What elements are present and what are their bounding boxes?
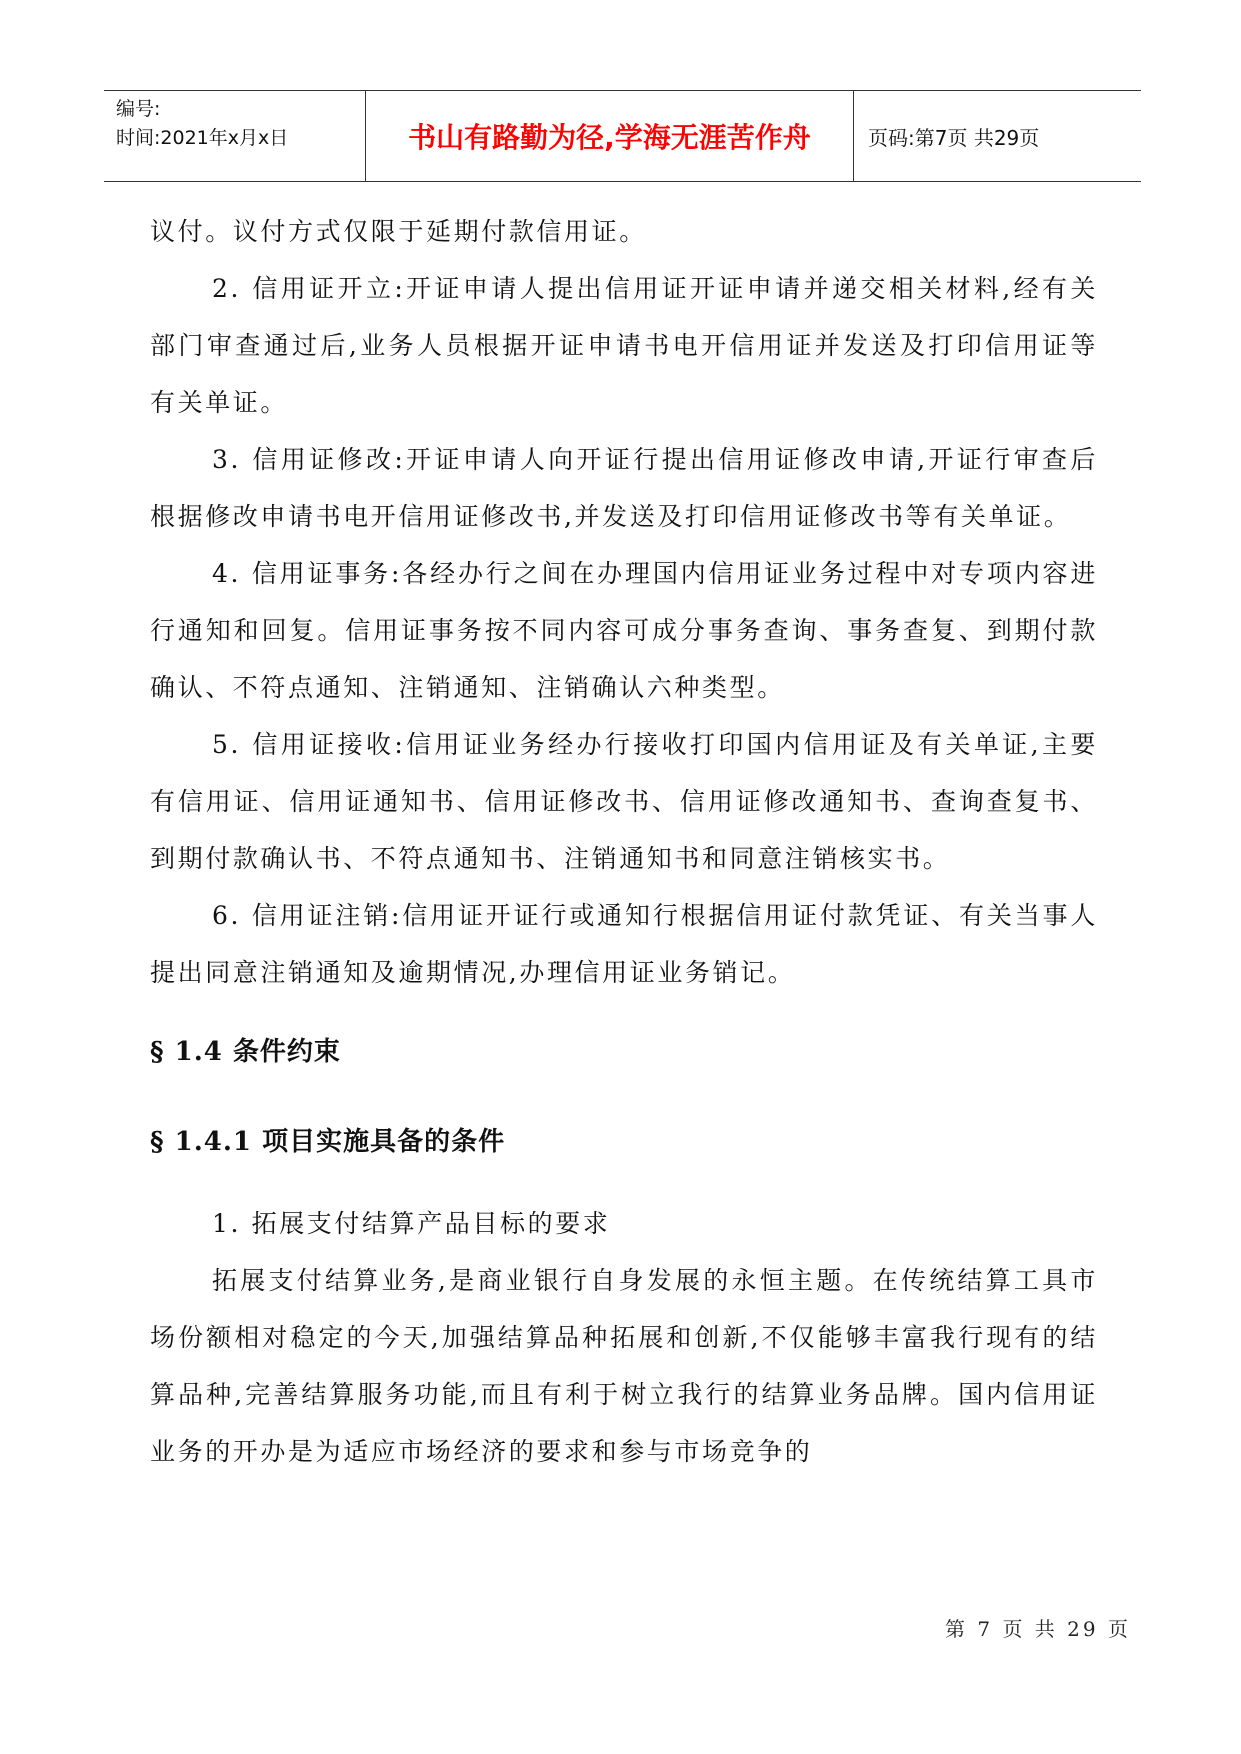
paragraph: 6. 信用证注销:信用证开证行或通知行根据信用证付款凭证、有关当事人提出同意注销通知及逾期情况,办理信用证业务销记。 <box>150 901 1098 987</box>
paragraph: 议付。议付方式仅限于延期付款信用证。 <box>150 217 647 246</box>
list-item: 1. 拓展支付结算产品目标的要求 <box>212 1209 611 1238</box>
document-number-label: 编号: <box>116 98 161 120</box>
document-time-label: 时间:2021年x月x日 <box>116 127 289 149</box>
header-meta <box>104 91 366 181</box>
page-header <box>104 90 1141 182</box>
page-footer: 第 7 页 共 29 页 <box>945 1617 1131 1641</box>
paragraph: 4. 信用证事务:各经办行之间在办理国内信用证业务过程中对专项内容进行通知和回复。信用证事务按不同内容可成分事务查询、事务查复、到期付款确认、不符点通知、注销通知、注销确认六种类型。 <box>150 559 1098 702</box>
header-page-label: 页码:第7页 共29页 <box>868 125 1040 150</box>
paragraph: 拓展支付结算业务,是商业银行自身发展的永恒主题。在传统结算工具市场份额相对稳定的今天,加强结算品种拓展和创新,不仅能够丰富我行现有的结算品种,完善结算服务功能,而且有利于树立我行的结算业务品牌。国内信用证业务的开办是为适应市场经济的要求和参与市场竞争的 <box>150 1266 1098 1466</box>
paragraph: 5. 信用证接收:信用证业务经办行接收打印国内信用证及有关单证,主要有信用证、信用证通知书、信用证修改书、信用证修改通知书、查询查复书、到期付款确认书、不符点通知书、注销通知书和同意注销核实书。 <box>150 730 1098 873</box>
section-heading: § 1.4 条件约束 <box>150 1037 341 1067</box>
subsection-heading: § 1.4.1 项目实施具备的条件 <box>150 1127 506 1157</box>
document-body <box>150 203 1098 1480</box>
paragraph: 3. 信用证修改:开证申请人向开证行提出信用证修改申请,开证行审查后根据修改申请书电开信用证修改书,并发送及打印信用证修改书等有关单证。 <box>150 445 1098 531</box>
header-motto: 书山有路勤为径,学海无涯苦作舟 <box>366 91 854 181</box>
paragraph: 2. 信用证开立:开证申请人提出信用证开证申请并递交相关材料,经有关部门审查通过后,业务人员根据开证申请书电开信用证并发送及打印信用证等有关单证。 <box>150 274 1098 417</box>
